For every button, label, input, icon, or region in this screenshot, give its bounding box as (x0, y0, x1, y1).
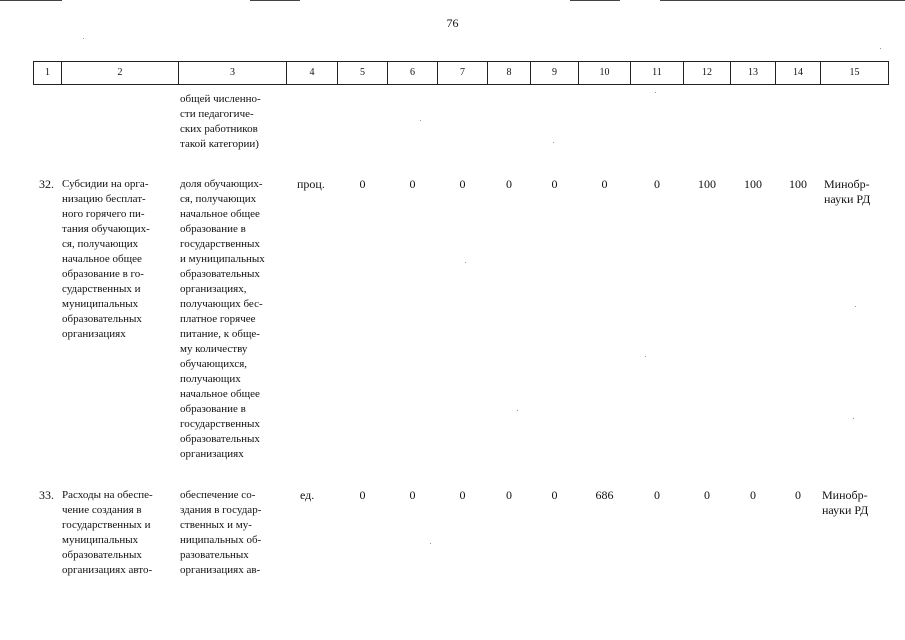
column-header: 9 (552, 67, 557, 78)
scan-edge-rule (570, 0, 620, 1)
scan-speck (655, 92, 656, 93)
text-line: ся, получающих (180, 193, 257, 205)
text-line: ских работников (180, 123, 258, 135)
text-line: получающих бес- (180, 298, 263, 310)
text-line: ниципальных об- (180, 534, 262, 546)
text-line: платное горячее (180, 313, 256, 325)
value-cell: 0 (459, 488, 466, 502)
text-line: образование в го- (62, 268, 144, 280)
column-header: 1 (45, 67, 50, 78)
text-line: муниципальных (62, 534, 139, 546)
scan-speck (645, 356, 646, 357)
text-line: здания в государ- (180, 504, 262, 516)
column-header: 5 (360, 67, 365, 78)
measure-description (62, 177, 175, 342)
column-header: 4 (309, 67, 315, 78)
value-cell: 0 (551, 488, 558, 502)
text-line: начальное общее (62, 253, 142, 265)
text-line: и муниципальных (180, 253, 265, 265)
column-header: 13 (748, 67, 758, 78)
column-header: 14 (793, 67, 803, 78)
text-line: тания обучающих- (62, 223, 150, 235)
text-line: чение создания в (62, 504, 142, 516)
text-line: организациях ав- (180, 564, 261, 576)
value-cell: 0 (654, 177, 660, 191)
text-line: образовательных (180, 433, 260, 445)
measure-description (62, 488, 175, 578)
text-line: науки РД (822, 503, 869, 517)
value-cell: 0 (551, 177, 558, 191)
scan-speck (880, 48, 881, 49)
row-number: 33. (39, 488, 54, 502)
text-line: му количеству (180, 343, 248, 355)
row-number: 32. (39, 177, 54, 191)
text-line: сударственных и (62, 283, 141, 295)
text-line: организациях авто- (62, 564, 153, 576)
text-line: организациях (62, 328, 126, 340)
text-line: ся, получающих (62, 238, 139, 250)
text-line: муниципальных (62, 298, 139, 310)
value-cell: 0 (409, 488, 416, 502)
indicator-description (180, 177, 281, 462)
column-header: 8 (506, 67, 512, 78)
text-line: государственных и (62, 519, 151, 531)
column-header: 15 (849, 67, 860, 78)
scan-edge-rule (250, 0, 300, 1)
value-cell: 100 (698, 177, 716, 191)
text-line: начальное общее (180, 388, 260, 400)
text-line: начальное общее (180, 208, 260, 220)
indicator-description (180, 488, 281, 578)
scan-speck (430, 543, 431, 544)
column-header: 2 (117, 67, 123, 78)
text-line: Минобр- (824, 177, 870, 191)
value-cell: 100 (744, 177, 762, 191)
header-bottom-rule (33, 84, 889, 85)
scan-speck (855, 306, 856, 307)
column-header: 6 (410, 67, 415, 78)
value-cell: 0 (506, 488, 512, 502)
value-cell: 0 (795, 488, 801, 502)
text-line: образование в (180, 403, 246, 415)
text-line: питание, к обще- (180, 328, 260, 340)
text-line: образовательных (62, 313, 142, 325)
text-line: Минобр- (822, 488, 868, 502)
value-cell: 0 (359, 177, 366, 191)
continuation-indicator-text (180, 92, 281, 152)
value-cell: 0 (409, 177, 416, 191)
scan-speck (83, 38, 84, 39)
column-header: 11 (652, 67, 662, 78)
column-header: 3 (230, 67, 235, 78)
text-line: такой категории) (180, 138, 259, 150)
value-cell: 0 (359, 488, 366, 502)
unit-of-measure: проц. (297, 177, 325, 191)
text-line: образование в (180, 223, 246, 235)
value-cell: 0 (704, 488, 710, 502)
text-line: образовательных (62, 549, 142, 561)
text-line: государственных (180, 238, 260, 250)
header-divider (888, 61, 889, 84)
text-line: государственных (180, 418, 260, 430)
text-line: обучающихся, (180, 358, 248, 370)
unit-of-measure: ед. (300, 488, 315, 502)
text-line: общей численно- (180, 93, 261, 105)
text-line: сти педагогиче- (180, 108, 254, 120)
column-header: 12 (702, 67, 712, 78)
scan-edge-rule (0, 0, 62, 1)
page-number: 76 (446, 16, 459, 30)
scan-speck (420, 120, 421, 121)
text-line: образовательных (180, 268, 260, 280)
value-cell: 0 (459, 177, 466, 191)
column-header: 10 (599, 67, 610, 78)
text-line: ственных и му- (180, 519, 252, 531)
scan-speck (853, 418, 854, 419)
text-line: организациях (180, 448, 244, 460)
text-line: низацию бесплат- (62, 193, 146, 205)
value-cell: 100 (789, 177, 807, 191)
responsible-executor (822, 488, 868, 518)
text-line: организациях, (180, 283, 247, 295)
text-line: доля обучающих- (180, 178, 263, 190)
text-line: Субсидии на орга- (62, 178, 149, 190)
scan-speck (517, 410, 518, 411)
text-line: ного горячего пи- (62, 208, 145, 220)
scan-edge-rule (660, 0, 905, 1)
value-cell: 686 (595, 488, 614, 502)
text-line: Расходы на обеспе- (62, 489, 153, 501)
responsible-executor (824, 177, 870, 207)
scan-speck (465, 262, 466, 263)
value-cell: 0 (506, 177, 512, 191)
value-cell: 0 (601, 177, 608, 191)
value-cell: 0 (750, 488, 756, 502)
text-line: науки РД (824, 192, 871, 206)
text-line: получающих (180, 373, 241, 385)
column-header: 7 (460, 67, 465, 78)
value-cell: 0 (654, 488, 660, 502)
text-line: разовательных (180, 549, 249, 561)
scan-speck (553, 142, 554, 143)
text-line: обеспечение со- (180, 489, 256, 501)
